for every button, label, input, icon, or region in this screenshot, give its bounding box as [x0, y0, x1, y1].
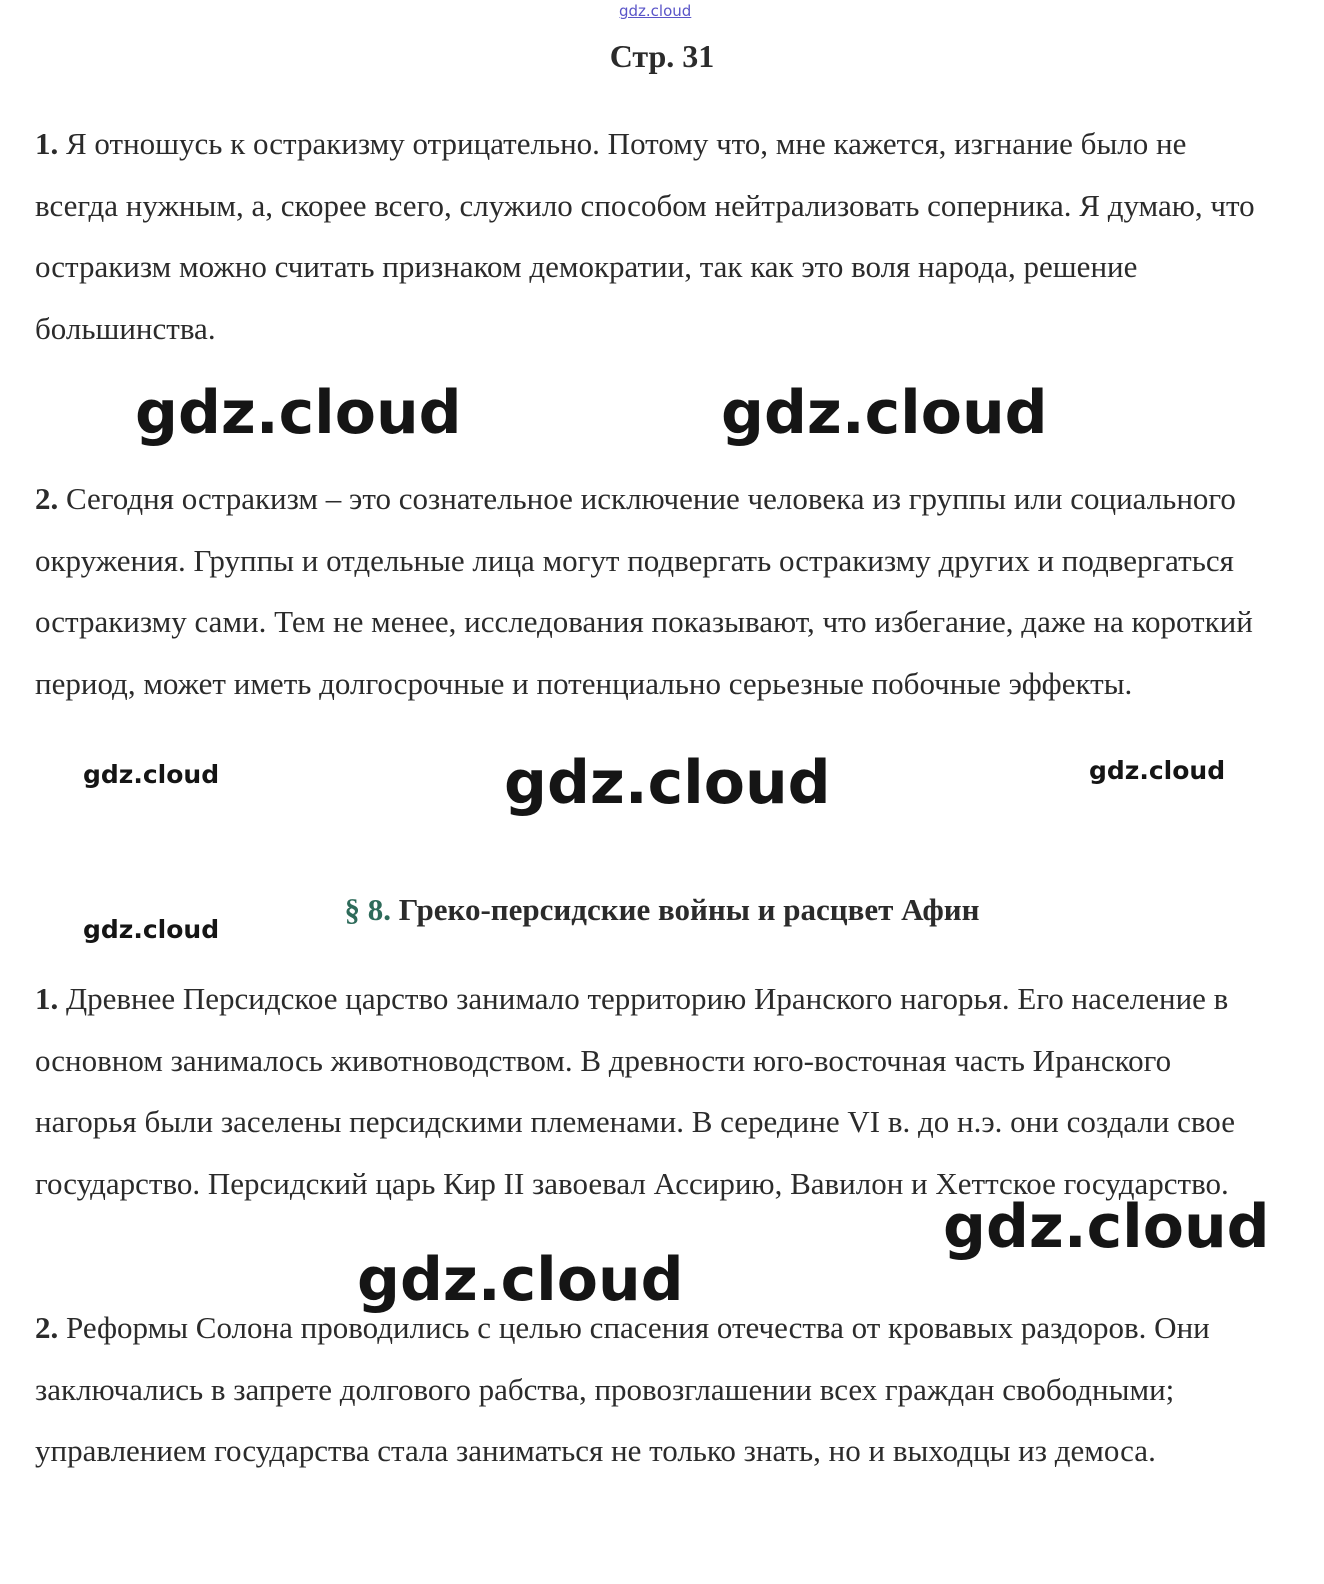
answer-1-text: Я отношусь к остракизму отрицательно. Потому что, мне кажется, изгнание было не всегда нужным, а, скорее всего, служило способом нейтрализовать соперника. Я думаю, что остракизм можно считать признаком демократии, так как это воля народа, решение большинства.: [35, 126, 1255, 346]
watermark-logo: gdz.cloud: [83, 760, 220, 789]
answer-1: [35, 113, 1275, 359]
watermark-logo: gdz.cloud: [1089, 756, 1226, 785]
answer-1-number: 1.: [35, 126, 59, 161]
section-answer-1-number: 1.: [35, 981, 59, 1016]
section-title-text: Греко-персидские войны и расцвет Афин: [398, 892, 980, 927]
section-answer-2: [35, 1297, 1275, 1482]
watermark-logo: gdz.cloud: [721, 378, 1048, 448]
watermark-logo: gdz.cloud: [504, 748, 831, 818]
answer-2: [35, 468, 1275, 714]
watermark-logo: gdz.cloud: [943, 1192, 1270, 1262]
page-title: Стр. 31: [609, 38, 715, 74]
section-number: § 8.: [344, 892, 391, 927]
watermark-logo: gdz.cloud: [83, 915, 220, 944]
section-answer-2-text: Реформы Солона проводились с целью спасения отечества от кровавых раздоров. Они заключались в запрете долгового рабства, провозглашении всех граждан свободными; управлением государства стала заниматься не только знать, но и выходцы из демоса.: [35, 1310, 1210, 1468]
section-answer-1-text: Древнее Персидское царство занимало территорию Иранского нагорья. Его население в основном занималось животноводством. В древности юго-восточная часть Иранского нагорья были заселены персидскими племенами. В середине VI в. до н.э. они создали свое государство. Персидский царь Кир II завоевал Ассирию, Вавилон и Хеттское государство.: [35, 981, 1235, 1201]
answer-2-number: 2.: [35, 481, 59, 516]
watermark-top-link[interactable]: gdz.cloud: [619, 2, 692, 20]
section-answer-1: [35, 968, 1275, 1214]
answer-2-text: Сегодня остракизм – это сознательное исключение человека из группы или социального окружения. Группы и отдельные лица могут подвергать остракизму других и подвергаться остракизму сами. Тем не менее, исследования показывают, что избегание, даже на короткий период, может иметь долгосрочные и потенциально серьезные побочные эффекты.: [35, 481, 1253, 701]
section-answer-2-number: 2.: [35, 1310, 59, 1345]
watermark-logo: gdz.cloud: [135, 378, 462, 448]
watermark-logo: gdz.cloud: [357, 1245, 684, 1315]
